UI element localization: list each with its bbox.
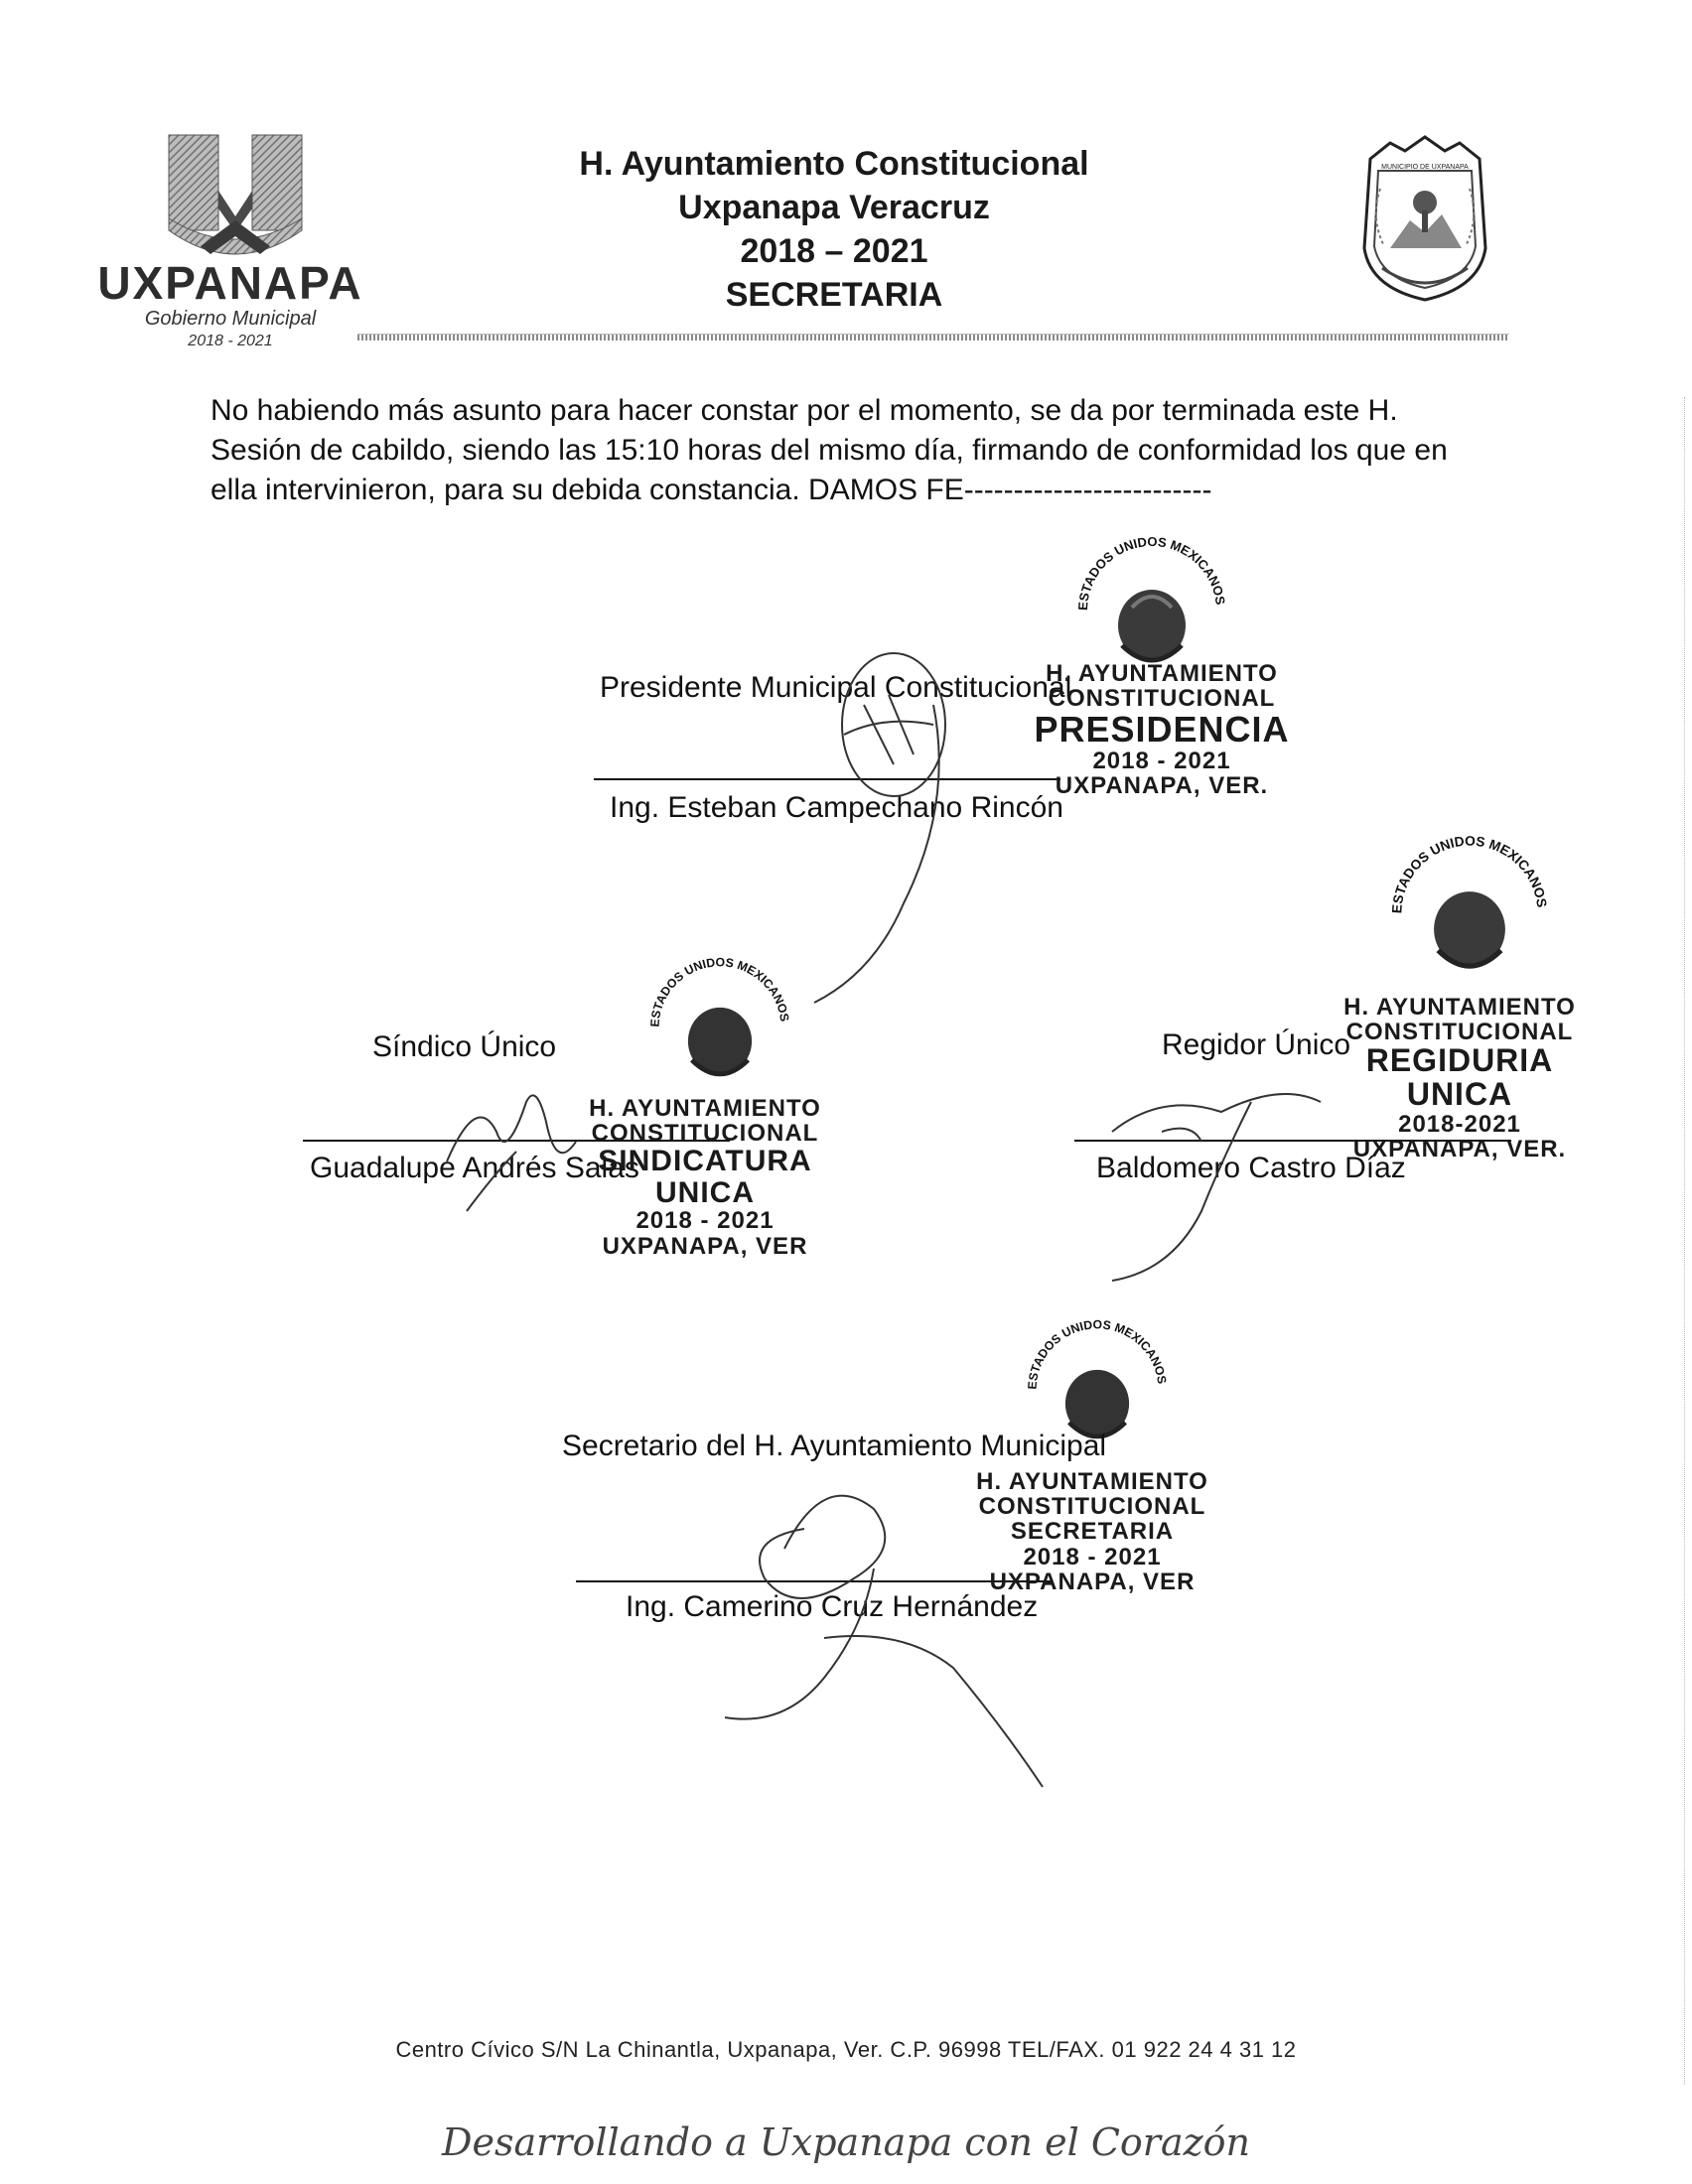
header-title: H. Ayuntamiento Constitucional	[579, 145, 1089, 183]
uxpanapa-logo-mark	[161, 129, 310, 268]
presidencia-stamp: H. AYUNTAMIENTO CONSTITUCIONAL PRESIDENCIA 2018 - 2021 UXPANAPA, VER.	[1034, 660, 1290, 800]
presidente-name: Ing. Esteban Campechano Rincón	[610, 791, 1063, 824]
regidor-title: Regidor Único	[1162, 1028, 1351, 1061]
logo-subtitle: Gobierno Municipal	[144, 308, 317, 330]
municipal-crest-icon	[1350, 129, 1499, 308]
scan-edge	[1684, 397, 1685, 2085]
presidente-title: Presidente Municipal Constitucional	[600, 671, 1072, 704]
svg-text:ESTADOS UNIDOS MEXICANOS: ESTADOS UNIDOS MEXICANOS	[1025, 1317, 1170, 1390]
sindico-title: Síndico Único	[372, 1030, 557, 1063]
header-period: 2018 – 2021	[740, 232, 928, 270]
mexican-seal-icon	[1370, 814, 1569, 1003]
crest-text: MUNICIPIO DE UXPANAPA	[1381, 164, 1469, 171]
regidor-signature	[1102, 1072, 1331, 1291]
presidente-signature	[804, 645, 1122, 1023]
footer-slogan: Desarrollando a Uxpanapa con el Corazón	[442, 2120, 1250, 2164]
logo-name: UXPANAPA	[97, 257, 363, 309]
sindico-name: Guadalupe Andrés Salas	[310, 1152, 639, 1184]
secretaria-stamp: H. AYUNTAMIENTO CONSTITUCIONAL SECRETARIA 2018 - 2021 UXPANAPA, VER	[976, 1468, 1208, 1595]
sindico-signature	[437, 1072, 596, 1221]
sindicatura-stamp: H. AYUNTAMIENTO CONSTITUCIONAL SINDICATURA UNICA 2018 - 2021 UXPANAPA, VER	[589, 1095, 821, 1260]
header-divider	[357, 334, 1509, 341]
regiduria-stamp: H. AYUNTAMIENTO CONSTITUCIONAL REGIDURIA UNICA 2018-2021 UXPANAPA, VER.	[1343, 994, 1576, 1162]
regidor-name: Baldomero Castro Díaz	[1096, 1152, 1406, 1184]
svg-text:ESTADOS UNIDOS MEXICANOS: ESTADOS UNIDOS MEXICANOS	[1074, 533, 1228, 612]
secretario-title: Secretario del H. Ayuntamiento Municipal	[562, 1430, 1107, 1462]
svg-text:ESTADOS UNIDOS MEXICANOS: ESTADOS UNIDOS MEXICANOS	[1389, 833, 1550, 914]
footer-address: Centro Cívico S/N La Chinantla, Uxpanapa, Ver. C.P. 96998 TEL/FAX. 01 922 24 4 31 12	[395, 2037, 1297, 2062]
logo-years: 2018 - 2021	[188, 333, 273, 349]
secretario-name: Ing. Camerino Cruz Hernández	[626, 1590, 1039, 1623]
svg-text:ESTADOS UNIDOS MEXICANOS: ESTADOS UNIDOS MEXICANOS	[647, 955, 792, 1027]
header-office: SECRETARIA	[725, 276, 943, 314]
municipal-logo	[91, 129, 369, 357]
secretario-signature	[705, 1469, 1102, 1797]
mexican-seal-icon	[635, 938, 804, 1107]
header-location: Uxpanapa Veracruz	[678, 189, 990, 226]
closing-paragraph: No habiendo más asunto para hacer constar por el momento, se da por terminada este H. Sesión de cabildo, siendo las 15:10 horas del mismo día, firmando de conformidad los que en ella intervinieron, para su debida constancia. DAMOS FE-------------------------	[211, 394, 1448, 506]
